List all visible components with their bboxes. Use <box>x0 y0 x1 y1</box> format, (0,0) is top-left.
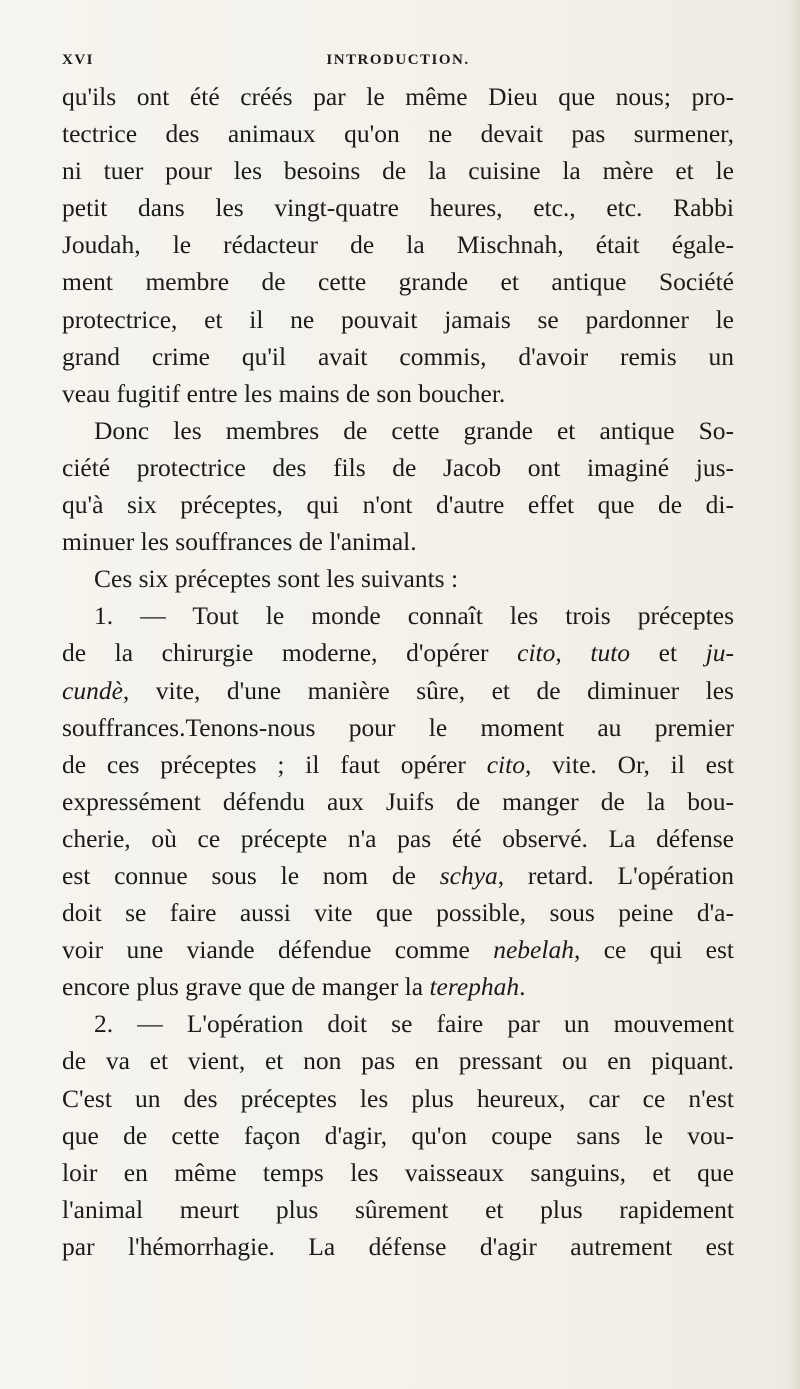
italic-term: tuto <box>590 638 631 668</box>
text-line <box>62 1117 734 1154</box>
text-run: encore plus grave que de manger la <box>62 972 430 1002</box>
italic-term: terephah <box>429 972 520 1002</box>
text-run: voir une viande défendue comme <box>62 935 494 965</box>
text-line <box>62 1080 734 1117</box>
page-folio: XVI <box>62 52 95 68</box>
text-run: grand crime qu'il avait commis, d'avoir remis un <box>62 341 734 371</box>
text-line <box>62 152 734 189</box>
text-run: ment membre de cette grande et antique Société <box>62 267 734 297</box>
text-line <box>62 709 734 746</box>
text-line <box>62 1005 734 1042</box>
page-edge-shadow <box>786 0 800 1389</box>
text-run: expressément défendu aux Juifs de manger de la bou- <box>62 786 734 816</box>
text-run: protectrice, et il ne pouvait jamais se pardonner le <box>62 304 734 334</box>
italic-term: cito <box>517 638 556 668</box>
text-line <box>62 338 734 375</box>
text-run: est connue sous le nom de <box>62 860 440 890</box>
text-run: cherie, où ce précepte n'a pas été observé. La défense <box>62 823 734 853</box>
text-line <box>62 672 734 709</box>
running-title: INTRODUCTION. <box>326 52 470 68</box>
text-run: petit dans les vingt-quatre heures, etc., etc. Rabbi <box>62 193 734 223</box>
text-run: C'est un des préceptes les plus heureux, car ce n'est <box>62 1083 734 1113</box>
text-line <box>62 1191 734 1228</box>
text-run: souffrances.Tenons-nous pour le moment au premier <box>62 712 734 742</box>
text-line <box>62 226 734 263</box>
text-line <box>62 301 734 338</box>
text-line <box>62 115 734 152</box>
text-line <box>62 1228 734 1265</box>
text-line <box>62 449 734 486</box>
body-text <box>62 78 734 1265</box>
text-run: minuer les souffrances de l'animal. <box>62 527 417 557</box>
text-run: l'animal meurt plus sûrement et plus rapidement <box>62 1194 734 1224</box>
text-run: ciété protectrice des fils de Jacob ont imaginé jus- <box>62 452 734 482</box>
text-run: . <box>519 972 526 1002</box>
text-line <box>62 375 734 412</box>
italic-term: nebelah <box>493 935 574 965</box>
text-line <box>62 1042 734 1079</box>
text-line <box>62 189 734 226</box>
italic-term: schya <box>439 860 498 890</box>
text-run: tectrice des animaux qu'on ne devait pas surmener, <box>62 119 734 149</box>
text-run: qu'à six préceptes, qui n'ont d'autre effet que de di- <box>62 490 734 520</box>
text-run: doit se faire aussi vite que possible, sous peine d'a- <box>62 898 734 928</box>
text-run: Ces six préceptes sont les suivants : <box>94 564 459 594</box>
running-head <box>62 52 734 76</box>
text-line <box>62 78 734 115</box>
text-run: Donc les membres de cette grande et antique So- <box>94 415 734 445</box>
text-run: que de cette façon d'agir, qu'on coupe sans le vou- <box>62 1120 734 1150</box>
text-run: de ces préceptes ; il faut opérer <box>62 749 487 779</box>
text-run: de va et vient, et non pas en pressant ou en piquant. <box>62 1046 734 1076</box>
text-run: , ce qui est <box>573 935 734 965</box>
text-run: 2. — L'opération doit se faire par un mouvement <box>94 1009 734 1039</box>
text-line <box>62 857 734 894</box>
text-run: loir en même temps les vaisseaux sanguins, et que <box>62 1157 734 1187</box>
text-line <box>62 931 734 968</box>
italic-term: cundè <box>62 675 123 705</box>
text-line <box>62 263 734 300</box>
text-run: ni tuer pour les besoins de la cuisine la mère et le <box>62 156 734 186</box>
text-line <box>62 486 734 523</box>
text-run: , retard. L'opération <box>497 860 734 890</box>
text-line <box>62 412 734 449</box>
text-line <box>62 968 734 1005</box>
text-line <box>62 783 734 820</box>
text-run: par l'hémorrhagie. La défense d'agir autrement est <box>62 1231 734 1261</box>
italic-term: ju- <box>705 638 734 668</box>
text-run: , vite. Or, il est <box>524 749 734 779</box>
text-line <box>62 597 734 634</box>
text-line <box>62 746 734 783</box>
text-line <box>62 820 734 857</box>
italic-term: cito <box>486 749 525 779</box>
text-run: et <box>630 638 706 668</box>
text-run: veau fugitif entre les mains de son boucher. <box>62 378 506 408</box>
text-run: de la chirurgie moderne, d'opérer <box>62 638 518 668</box>
text-run: Joudah, le rédacteur de la Mischnah, était égale- <box>62 230 734 260</box>
text-run: , vite, d'une manière sûre, et de diminuer les <box>122 675 734 705</box>
text-run: 1. — Tout le monde connaît les trois préceptes <box>94 601 734 631</box>
text-line <box>62 634 734 671</box>
text-line <box>62 560 734 597</box>
text-run: , <box>555 638 591 668</box>
text-line <box>62 523 734 560</box>
text-line <box>62 1154 734 1191</box>
text-run: qu'ils ont été créés par le même Dieu que nous; pro- <box>62 82 734 111</box>
text-line <box>62 894 734 931</box>
